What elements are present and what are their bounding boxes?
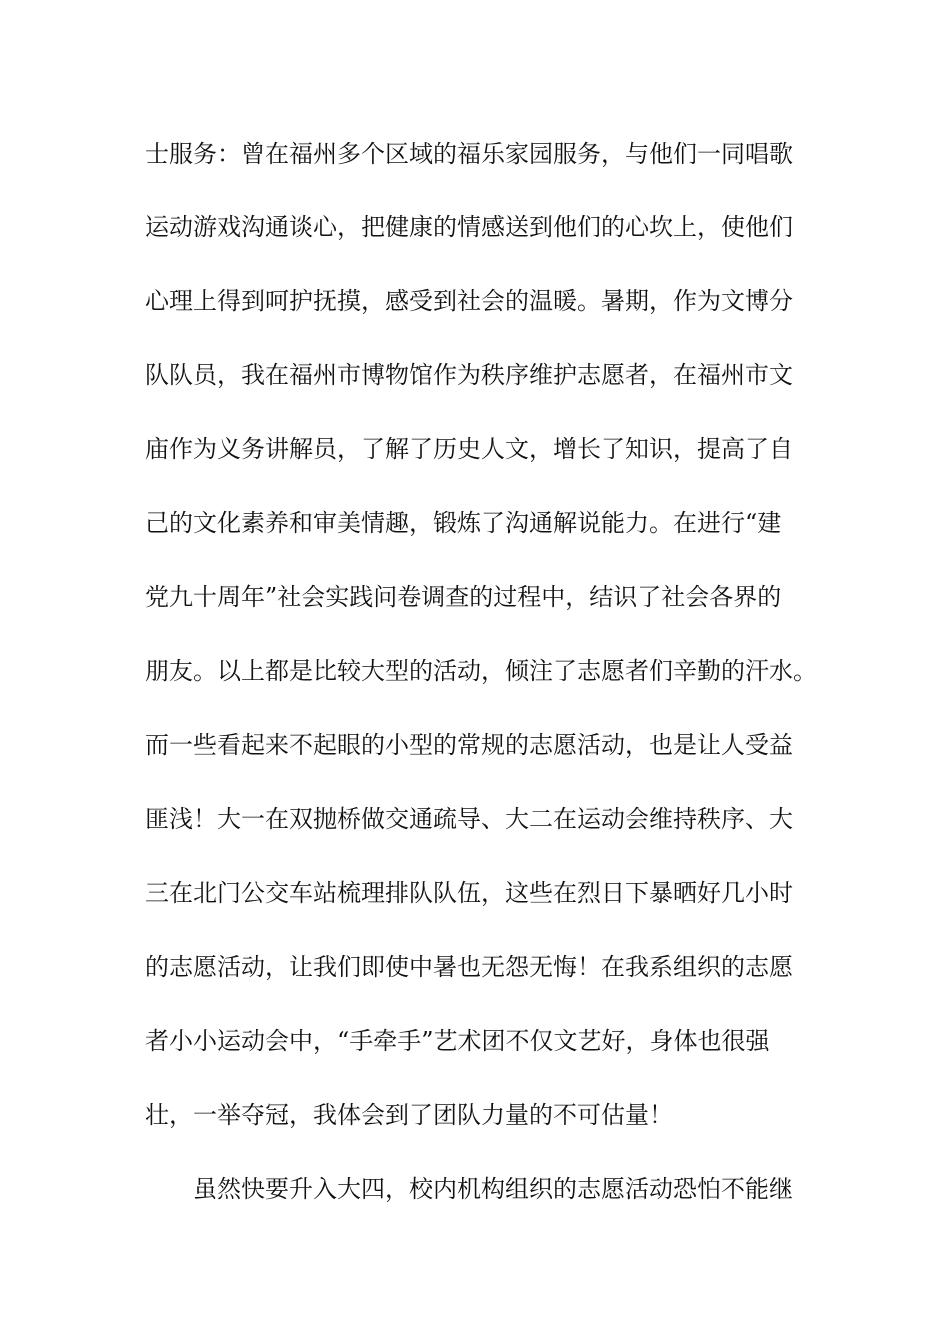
text-line: 而一些看起来不起眼的小型的常规的志愿活动，也是让人受益 [145, 731, 793, 759]
text-line: 朋友。以上都是比较大型的活动，倾注了志愿者们辛勤的汗水。 [145, 657, 817, 685]
text-line: 壮，一举夺冠，我体会到了团队力量的不可估量！ [145, 1101, 673, 1129]
text-line: 运动游戏沟通谈心，把健康的情感送到他们的心坎上，使他们 [145, 213, 793, 241]
text-line: 庙作为义务讲解员，了解了历史人文，增长了知识，提高了自 [145, 435, 793, 463]
text-line: 三在北门公交车站梳理排队队伍，这些在烈日下暴晒好几小时 [145, 879, 793, 907]
text-line: 党九十周年”社会实践问卷调查的过程中，结识了社会各界的 [145, 583, 782, 611]
text-line: 队队员，我在福州市博物馆作为秩序维护志愿者，在福州市文 [145, 361, 793, 389]
text-line: 者小小运动会中，“手牵手”艺术团不仅文艺好，身体也很强 [145, 1027, 770, 1055]
text-line: 己的文化素养和审美情趣，锻炼了沟通解说能力。在进行“建 [145, 509, 782, 537]
text-line: 匪浅！大一在双抛桥做交通疏导、大二在运动会维持秩序、大 [145, 805, 793, 833]
text-line: 士服务：曾在福州多个区域的福乐家园服务，与他们一同唱歌 [145, 140, 793, 168]
text-line: 心理上得到呵护抚摸，感受到社会的温暖。暑期，作为文博分 [145, 287, 793, 315]
text-line: 的志愿活动，让我们即使中暑也无怨无悔！在我系组织的志愿 [145, 953, 793, 981]
paragraph-first-line: 虽然快要升入大四，校内机构组织的志愿活动恐怕不能继 [193, 1175, 793, 1203]
